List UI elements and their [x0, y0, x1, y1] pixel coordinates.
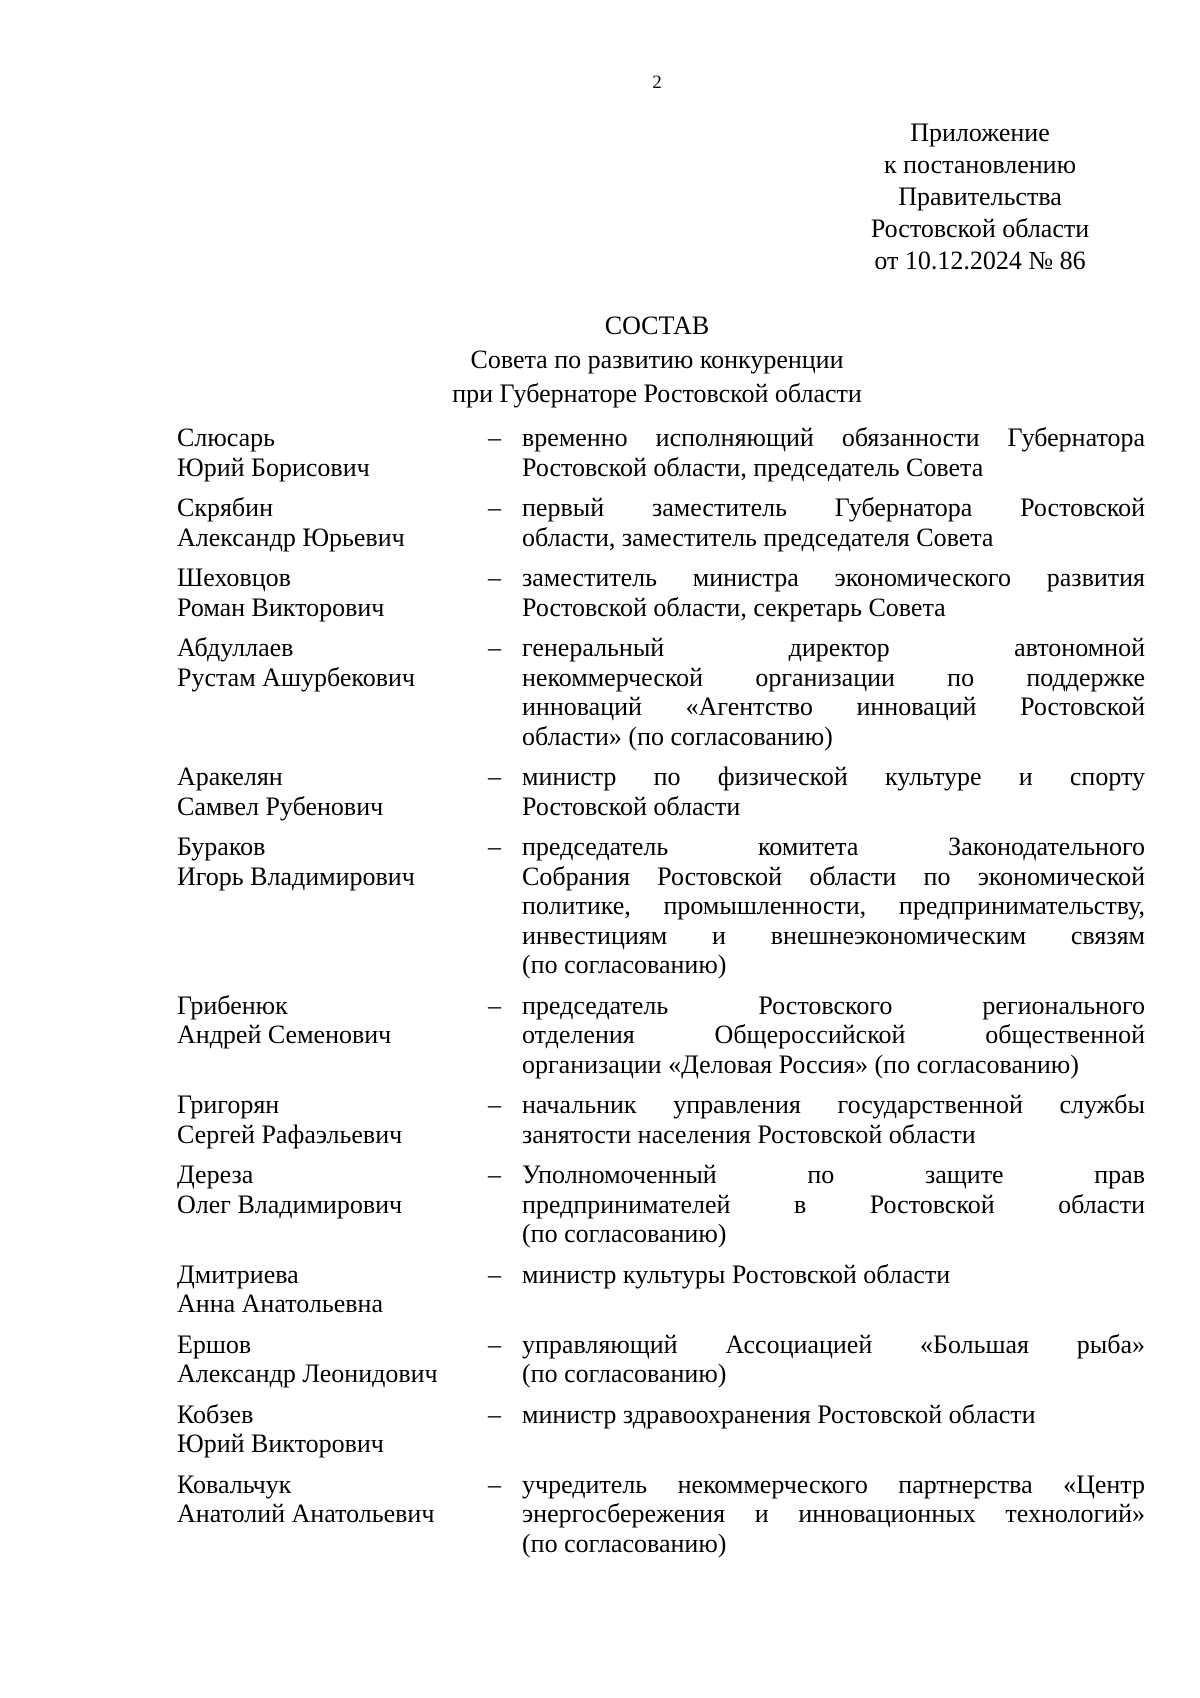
- member-surname: Дереза: [177, 1160, 254, 1189]
- member-row: [177, 832, 1145, 980]
- member-row: [177, 1400, 1145, 1459]
- member-surname: Григорян: [177, 1090, 280, 1119]
- member-dash: –: [488, 563, 501, 592]
- member-name: [177, 1260, 482, 1319]
- member-role: [522, 991, 1145, 1080]
- member-dash: –: [488, 1090, 501, 1119]
- member-dash: –: [488, 1259, 501, 1289]
- member-role: [522, 1260, 1145, 1319]
- member-role: [522, 1160, 1145, 1249]
- title-line: Совета по развитию конкуренции: [470, 345, 844, 374]
- members-list: [177, 423, 1145, 1569]
- member-dash: –: [488, 832, 501, 861]
- member-surname: Аракелян: [177, 762, 283, 791]
- member-role-line: области, заместитель председателя Совета: [522, 522, 994, 552]
- approval-block: [800, 117, 1160, 277]
- approval-line: к постановлению: [883, 150, 1077, 179]
- member-role-line: заместитель министра экономического развития: [522, 563, 1145, 592]
- member-role-line: первый заместитель Губернатора Ростовской: [522, 493, 1145, 522]
- member-given-name: Рустам Ашурбекович: [177, 662, 415, 692]
- member-role-line: председатель комитета Законодательного: [522, 832, 1145, 861]
- member-row: [177, 991, 1145, 1080]
- member-name: [177, 563, 482, 622]
- member-row: [177, 1260, 1145, 1319]
- member-given-name: Самвел Рубенович: [177, 791, 384, 821]
- member-surname: Скрябин: [177, 493, 273, 522]
- member-surname: Абдуллаев: [177, 633, 294, 662]
- approval-line: Приложение: [910, 118, 1050, 147]
- member-row: [177, 762, 1145, 821]
- member-name: [177, 1160, 482, 1249]
- member-name: [177, 633, 482, 751]
- member-name: [177, 762, 482, 821]
- member-dash: –: [488, 1399, 501, 1429]
- member-dash: –: [488, 990, 501, 1020]
- member-role-line: политике, промышленности, предпринимательству,: [522, 891, 1145, 920]
- member-role-line: (по согласованию): [522, 1219, 727, 1248]
- member-role: [522, 423, 1145, 482]
- member-row: [177, 1090, 1145, 1149]
- member-surname: Слюсарь: [177, 423, 275, 452]
- member-row: [177, 1330, 1145, 1389]
- member-name: [177, 1470, 482, 1559]
- member-row: [177, 493, 1145, 552]
- member-given-name: Юрий Борисович: [177, 452, 370, 482]
- member-role-line: Ростовской области: [522, 791, 741, 821]
- member-dash: –: [488, 762, 501, 791]
- member-row: [177, 1470, 1145, 1559]
- member-role-line: (по согласованию): [522, 1528, 727, 1558]
- member-role-line: (по согласованию): [522, 1359, 727, 1388]
- member-role-line: Собрания Ростовской области по экономической: [522, 861, 1145, 891]
- approval-line: Ростовской области: [870, 214, 1090, 243]
- member-role-line: некоммерческой организации по поддержке: [522, 662, 1145, 692]
- member-role: [522, 762, 1145, 821]
- member-name: [177, 493, 482, 552]
- member-name: [177, 1330, 482, 1389]
- member-role-line: организации «Деловая Россия» (по согласованию): [522, 1049, 1079, 1079]
- member-role-line: министр здравоохранения Ростовской области: [522, 1399, 1036, 1429]
- member-given-name: Анна Анатольевна: [177, 1289, 383, 1318]
- member-role: [522, 832, 1145, 980]
- member-role-line: (по согласованию): [522, 950, 727, 979]
- member-role-line: Уполномоченный по защите прав: [522, 1160, 1145, 1189]
- member-surname: Бураков: [177, 832, 266, 861]
- title-heading: СОСТАВ: [604, 311, 710, 340]
- member-role-line: учредитель некоммерческого партнерства «Центр: [522, 1469, 1145, 1499]
- member-surname: Шеховцов: [177, 563, 291, 592]
- member-given-name: Роман Викторович: [177, 592, 385, 622]
- member-given-name: Андрей Семенович: [177, 1020, 392, 1049]
- member-role-line: министр культуры Ростовской области: [522, 1259, 951, 1289]
- member-role-line: Ростовской области, секретарь Совета: [522, 592, 946, 622]
- member-given-name: Александр Юрьевич: [177, 522, 405, 552]
- member-role: [522, 1090, 1145, 1149]
- member-row: [177, 1160, 1145, 1249]
- member-row: [177, 633, 1145, 751]
- member-role-line: предпринимателей в Ростовской области: [522, 1189, 1145, 1219]
- member-role-line: Ростовской области, председатель Совета: [522, 452, 984, 482]
- member-role-line: председатель Ростовского регионального: [522, 990, 1145, 1020]
- member-surname: Грибенюк: [177, 990, 288, 1020]
- member-surname: Дмитриева: [177, 1259, 299, 1289]
- member-given-name: Юрий Викторович: [177, 1429, 384, 1458]
- member-name: [177, 1090, 482, 1149]
- member-role: [522, 563, 1145, 622]
- member-row: [177, 563, 1145, 622]
- member-name: [177, 832, 482, 980]
- member-role-line: занятости населения Ростовской области: [522, 1119, 976, 1149]
- member-role: [522, 1330, 1145, 1389]
- member-role-line: энергосбережения и инновационных технологий»: [522, 1499, 1145, 1528]
- member-given-name: Анатолий Анатольевич: [177, 1499, 435, 1528]
- approval-line: от 10.12.2024 № 86: [874, 246, 1086, 275]
- member-role-line: начальник управления государственной службы: [522, 1090, 1145, 1119]
- member-dash: –: [488, 423, 501, 452]
- member-dash: –: [488, 633, 501, 662]
- member-role-line: инвестициям и внешнеэкономическим связям: [522, 920, 1145, 950]
- title-line: при Губернаторе Ростовской области: [452, 379, 862, 408]
- member-role-line: управляющий Ассоциацией «Большая рыба»: [522, 1329, 1145, 1359]
- member-name: [177, 991, 482, 1080]
- member-dash: –: [488, 1329, 501, 1359]
- approval-line: Правительства: [898, 182, 1062, 211]
- member-name: [177, 1400, 482, 1459]
- member-surname: Кобзев: [177, 1399, 254, 1429]
- member-role: [522, 493, 1145, 552]
- member-given-name: Сергей Рафаэльевич: [177, 1119, 403, 1149]
- member-given-name: Александр Леонидович: [177, 1359, 438, 1388]
- member-role-line: временно исполняющий обязанности Губернатора: [522, 423, 1145, 452]
- member-role-line: отделения Общероссийской общественной: [522, 1020, 1145, 1049]
- member-given-name: Игорь Владимирович: [177, 861, 415, 891]
- member-surname: Ковальчук: [177, 1469, 292, 1499]
- member-role-line: инноваций «Агентство инноваций Ростовской: [522, 692, 1145, 721]
- member-role: [522, 1470, 1145, 1559]
- document-title: [0, 309, 1200, 411]
- member-dash: –: [488, 1469, 501, 1499]
- member-row: [177, 423, 1145, 482]
- member-role: [522, 1400, 1145, 1459]
- member-given-name: Олег Владимирович: [177, 1189, 403, 1219]
- member-role-line: министр по физической культуре и спорту: [522, 762, 1145, 791]
- member-dash: –: [488, 493, 501, 522]
- member-role: [522, 633, 1145, 751]
- member-role-line: генеральный директор автономной: [522, 633, 1145, 662]
- member-dash: –: [488, 1160, 501, 1189]
- member-role-line: области» (по согласованию): [522, 721, 833, 751]
- member-name: [177, 423, 482, 482]
- page-number: 2: [652, 72, 662, 93]
- member-surname: Ершов: [177, 1329, 252, 1359]
